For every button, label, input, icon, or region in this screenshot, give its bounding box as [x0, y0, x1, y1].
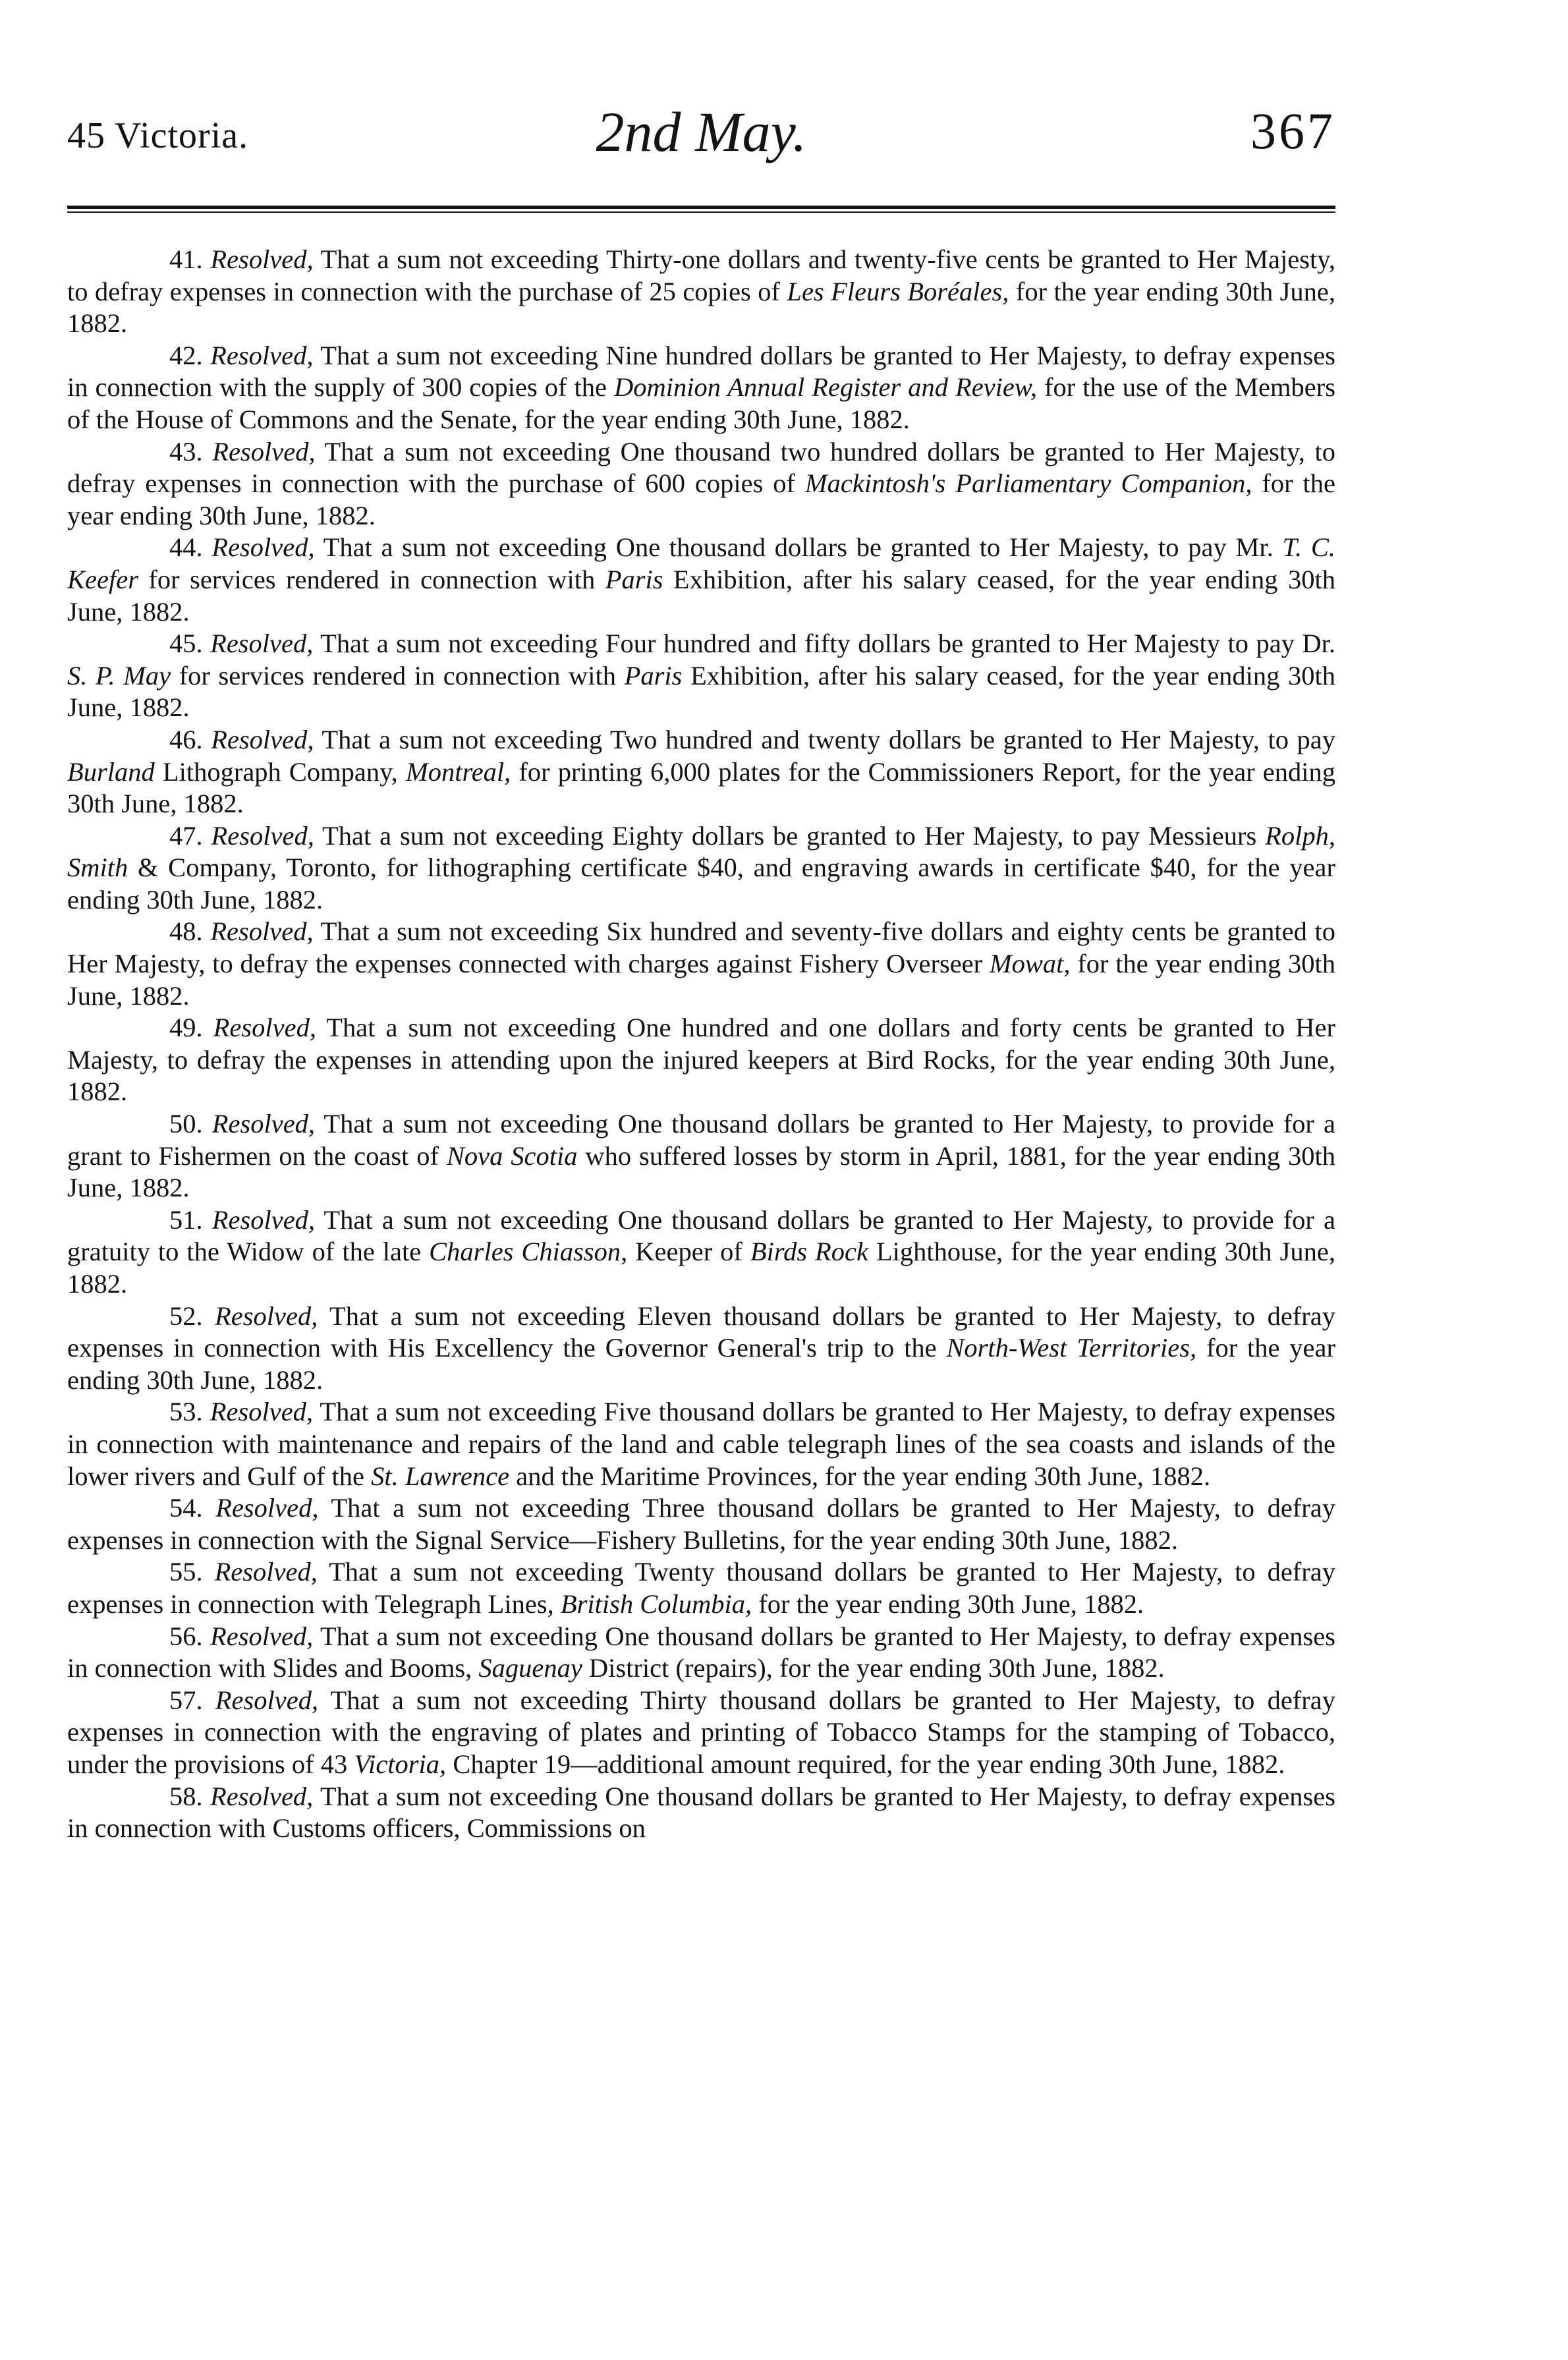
resolved-label: Resolved,: [210, 629, 314, 659]
resolved-label: Resolved,: [215, 1301, 318, 1331]
resolution-paragraph: [67, 340, 1335, 436]
resolution-number: 42.: [169, 340, 203, 370]
resolution-paragraph: [67, 1685, 1335, 1781]
resolution-paragraph: [67, 1108, 1335, 1204]
resolved-label: Resolved,: [210, 1621, 314, 1651]
resolved-label: Resolved,: [215, 1685, 319, 1715]
resolution-text: for services rendered in connection with: [138, 564, 605, 594]
italic-text: Montreal,: [405, 756, 511, 787]
header-rule-thick: [67, 206, 1335, 209]
resolution-text: for printing 6,000 plates for the Commissioners Report, for the year ending 30th June, 1882.: [67, 756, 1335, 819]
italic-text: St. Lawrence: [371, 1461, 510, 1491]
resolution-text: & Company, Toronto, for lithographing certificate $40, and engraving awards in certificate $40, for the year ending 30th June, 1882.: [67, 853, 1335, 914]
resolution-text: That a sum not exceeding Six hundred and seventy-five dollars and eighty cents be granted to Her Majesty, to defray the expenses connected with charges against Fishery Overseer: [67, 916, 1336, 979]
resolution-text: Chapter 19—additional amount required, for the year ending 30th June, 1882.: [446, 1749, 1285, 1779]
italic-text: British Columbia,: [560, 1588, 752, 1619]
resolution-paragraph: [67, 820, 1335, 916]
resolution-paragraph: [67, 628, 1335, 724]
resolution-text: That a sum not exceeding Five thousand dollars be granted to Her Majesty, to defray expenses in connection with maintenance and repairs of the land and cable telegraph lines of the sea coasts and islands of the lower rivers and Gulf of the: [67, 1397, 1335, 1491]
date-heading: 2nd May.: [596, 100, 807, 163]
resolution-text: District (repairs), for the year ending 30th June, 1882.: [582, 1653, 1165, 1683]
resolution-number: 43.: [169, 436, 203, 466]
resolution-text: Exhibition, after his salary ceased, for the year ending 30th June, 1882.: [67, 564, 1335, 627]
italic-text: Mackintosh's Parliamentary Companion,: [804, 468, 1252, 499]
resolution-text: That a sum not exceeding Eleven thousand dollars be granted to Her Majesty, to defray expenses in connection with His Excellency the Governor General's trip to the: [67, 1301, 1335, 1363]
italic-text: Paris: [605, 564, 663, 594]
resolved-label: Resolved,: [211, 1109, 316, 1139]
resolved-label: Resolved,: [214, 1557, 318, 1587]
italic-text: North-West Territories,: [946, 1333, 1197, 1363]
resolved-label: Resolved,: [210, 1397, 314, 1427]
resolution-text: That a sum not exceeding Eighty dollars be granted to Her Majesty, to pay Messieurs: [314, 820, 1266, 851]
resolution-text: for the year ending 30th June, 1882.: [67, 1333, 1335, 1395]
resolution-paragraph: [67, 1204, 1335, 1301]
resolution-text: for the use of the Members of the House of Commons and the Senate, for the year ending 30th June, 1882.: [67, 372, 1335, 434]
resolution-text: That a sum not exceeding Thirty thousand dollars be granted to Her Majesty, to defray expenses in connection with the engraving of plates and printing of Tobacco Stamps for the stamping of Tobacco, under the provisions of 43: [67, 1685, 1335, 1779]
resolution-text: for the year ending 30th June, 1882.: [752, 1588, 1144, 1619]
resolution-number: 44.: [169, 532, 203, 563]
resolution-paragraph: [67, 1396, 1335, 1492]
resolution-text: That a sum not exceeding Thirty-one dollars and twenty-five cents be granted to Her Majesty, to defray expenses in connection with the purchase of 25 copies of: [67, 244, 1336, 306]
header-rule-thin: [67, 211, 1335, 213]
italic-text: Rolph, Smith: [67, 820, 1336, 883]
italic-text: Les Fleurs Boréales,: [787, 276, 1009, 306]
resolution-text: Lithograph Company,: [154, 756, 406, 787]
resolved-label: Resolved,: [210, 916, 314, 947]
italic-text: Nova Scotia: [446, 1140, 578, 1171]
resolved-label: Resolved,: [210, 340, 314, 370]
resolution-number: 56.: [169, 1621, 203, 1651]
resolved-label: Resolved,: [211, 820, 314, 851]
resolution-text: That a sum not exceeding One thousand dollars be granted to Her Majesty, to defray expenses in connection with Slides and Booms,: [67, 1621, 1335, 1683]
resolution-paragraph: [67, 532, 1335, 628]
italic-text: Dominion Annual Register and Review,: [613, 372, 1038, 403]
resolution-text: and the Maritime Provinces, for the year ending 30th June, 1882.: [509, 1461, 1211, 1491]
resolution-text: That a sum not exceeding Two hundred and twenty dollars be granted to Her Majesty, to pay: [314, 724, 1335, 754]
resolution-number: 54.: [169, 1493, 203, 1523]
resolution-text: That a sum not exceeding Nine hundred dollars be granted to Her Majesty, to defray expenses in connection with the supply of 300 copies of the: [67, 340, 1336, 403]
resolution-number: 41.: [169, 244, 203, 274]
resolution-paragraph: [67, 1556, 1335, 1620]
resolution-text: That a sum not exceeding One thousand dollars be granted to Her Majesty, to pay Mr.: [314, 532, 1283, 563]
italic-text: Birds Rock: [750, 1237, 868, 1267]
resolution-number: 53.: [169, 1397, 203, 1427]
resolution-paragraph: [67, 244, 1335, 340]
resolution-text: Keeper of: [627, 1237, 750, 1267]
resolution-number: 57.: [169, 1685, 203, 1715]
resolution-text: Lighthouse, for the year ending 30th June, 1882.: [67, 1237, 1335, 1299]
resolution-paragraph: [67, 724, 1335, 820]
resolution-number: 52.: [169, 1301, 203, 1331]
resolution-number: 45.: [169, 629, 203, 659]
resolution-number: 49.: [169, 1013, 203, 1043]
italic-text: T. C. Keefer: [67, 532, 1335, 594]
resolution-text: who suffered losses by storm in April, 1881, for the year ending 30th June, 1882.: [67, 1140, 1335, 1203]
resolution-number: 55.: [169, 1557, 203, 1587]
resolution-number: 51.: [169, 1204, 203, 1235]
resolution-text: for the year ending 30th June, 1882.: [67, 468, 1336, 530]
page-number: 367: [1250, 102, 1335, 159]
resolution-text: for the year ending 30th June, 1882.: [67, 949, 1335, 1011]
resolution-paragraph: [67, 1492, 1335, 1556]
resolution-text: That a sum not exceeding Twenty thousand dollars be granted to Her Majesty, to defray expenses in connection with Telegraph Lines,: [67, 1557, 1336, 1619]
italic-text: S. P. May: [67, 660, 171, 690]
resolved-label: Resolved,: [212, 436, 316, 466]
resolved-label: Resolved,: [211, 532, 315, 563]
resolution-text: That a sum not exceeding Three thousand dollars be granted to Her Majesty, to defray expenses in connection with the Signal Service—Fishery Bulletins, for the year ending 30th June, 1882.: [67, 1493, 1335, 1555]
resolved-label: Resolved,: [210, 244, 314, 274]
italic-text: Mowat,: [989, 949, 1071, 979]
resolution-number: 58.: [169, 1781, 203, 1811]
resolution-text: Exhibition, after his salary ceased, for the year ending 30th June, 1882.: [67, 660, 1335, 723]
resolution-number: 46.: [169, 724, 203, 754]
resolution-number: 48.: [169, 916, 203, 947]
resolution-text: That a sum not exceeding One thousand dollars be granted to Her Majesty, to provide for a grant to Fishermen on the coast of: [67, 1109, 1335, 1171]
resolution-text: That a sum not exceeding Four hundred and fifty dollars be granted to Her Majesty to pay Dr.: [313, 629, 1336, 659]
resolution-text: for services rendered in connection with: [171, 660, 625, 690]
resolutions-body: [67, 244, 1335, 1845]
resolution-number: 47.: [169, 820, 203, 851]
resolved-label: Resolved,: [213, 1013, 316, 1043]
resolution-paragraph: [67, 1621, 1335, 1685]
resolution-text: That a sum not exceeding One thousand dollars be granted to Her Majesty, to provide for a gratuity to the Widow of the late: [67, 1204, 1335, 1267]
resolution-paragraph: [67, 916, 1335, 1012]
resolution-paragraph: [67, 1781, 1335, 1845]
resolved-label: Resolved,: [211, 724, 314, 754]
page-header: [67, 99, 1335, 184]
resolved-label: Resolved,: [215, 1493, 319, 1523]
resolution-paragraph: [67, 1012, 1335, 1108]
resolution-number: 50.: [169, 1109, 203, 1139]
italic-text: Burland: [67, 756, 155, 787]
session-label: 45 Victoria.: [67, 115, 249, 156]
italic-text: Paris: [624, 660, 683, 690]
italic-text: Charles Chiasson,: [429, 1237, 628, 1267]
resolved-label: Resolved,: [210, 1781, 314, 1811]
resolution-paragraph: [67, 436, 1335, 532]
resolution-text: That a sum not exceeding One hundred and one dollars and forty cents be granted to Her Majesty, to defray the expenses in attending upon the injured keepers at Bird Rocks, for the year ending 30th June, 1882.: [67, 1013, 1335, 1107]
resolution-paragraph: [67, 1301, 1335, 1397]
resolution-text: That a sum not exceeding One thousand dollars be granted to Her Majesty, to defray expenses in connection with Customs officers, Commissions on: [67, 1781, 1335, 1843]
resolution-text: That a sum not exceeding One thousand two hundred dollars be granted to Her Majesty, to defray expenses in connection with the purchase of 600 copies of: [67, 436, 1335, 499]
resolution-text: for the year ending 30th June, 1882.: [67, 276, 1336, 339]
italic-text: Victoria,: [354, 1749, 447, 1779]
italic-text: Saguenay: [478, 1653, 582, 1683]
resolved-label: Resolved,: [211, 1204, 316, 1235]
